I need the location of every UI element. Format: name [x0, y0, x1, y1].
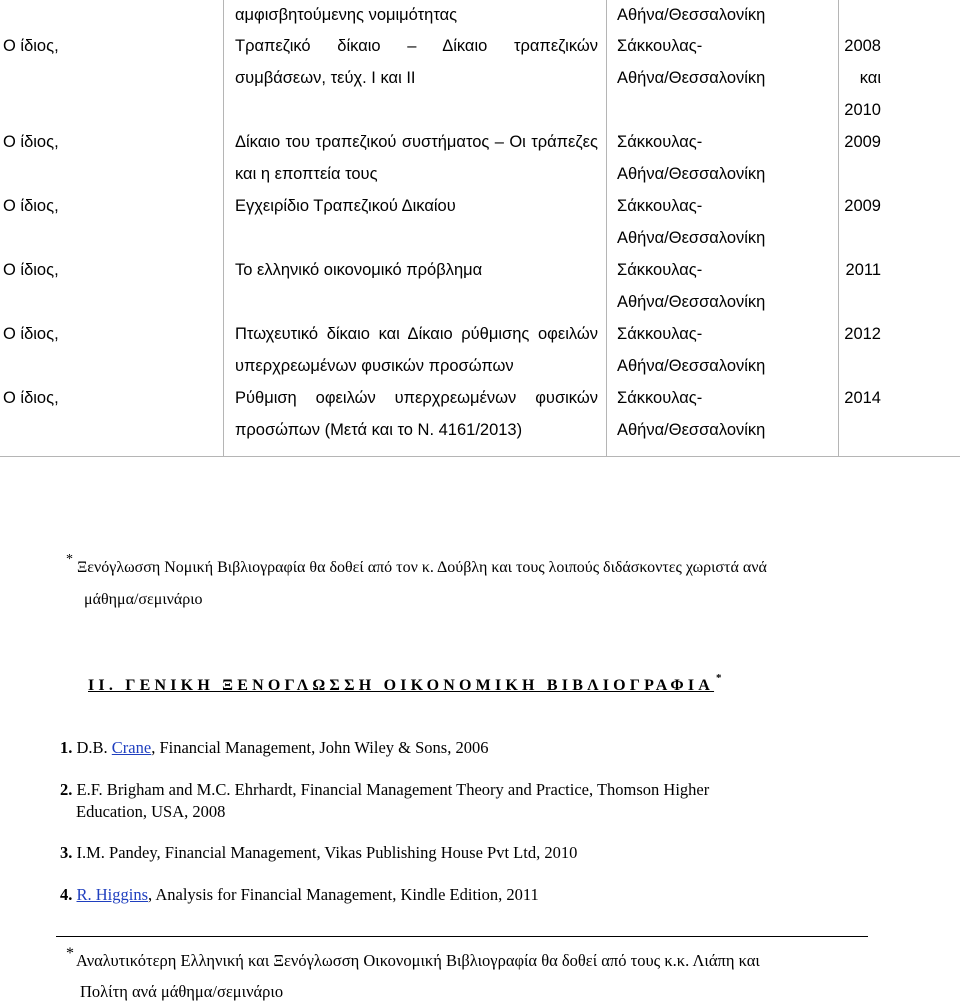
table-row	[0, 254, 960, 318]
publisher-cell: Σάκκουλας- Αθήνα/Θεσσαλονίκη	[607, 382, 839, 457]
year-cell: 2014	[839, 382, 960, 457]
table-row	[0, 382, 960, 457]
author-link[interactable]: R. Higgins	[77, 885, 149, 904]
table-row	[0, 0, 960, 30]
section-heading-text: ΙΙ. ΓΕΝΙΚΗ ΞΕΝΟΓΛΩΣΣΗ ΟΙΚΟΝΟΜΙΚΗ ΒΙΒΛΙΟΓΡΑΦΙΑ	[88, 677, 714, 694]
title-cell: Δίκαιο του τραπεζικού συστήματος – Οι τράπεζες και η εποπτεία τους	[224, 126, 607, 190]
publisher-cell: Σάκκουλας- Αθήνα/Θεσσαλονίκη	[607, 318, 839, 382]
reference-text: , Analysis for Financial Management, Kindle Edition, 2011	[148, 885, 539, 904]
year-cell: 2011	[839, 254, 960, 318]
author-cell: Ο ίδιος,	[0, 254, 224, 318]
footnote-marker: *	[66, 552, 73, 567]
author-cell: Ο ίδιος,	[0, 126, 224, 190]
reference-text: I.M. Pandey, Financial Management, Vikas Publishing House Pvt Ltd, 2010	[77, 843, 578, 862]
table-row	[0, 318, 960, 382]
footnote-marker: *	[66, 945, 74, 962]
author-cell: Ο ίδιος,	[0, 190, 224, 254]
foreign-literature-footnote	[66, 544, 906, 616]
footnote-divider	[56, 936, 868, 937]
reference-initials: D.B.	[77, 738, 108, 757]
title-cell: Πτωχευτικό δίκαιο και Δίκαιο ρύθμισης οφειλών υπερχρεωμένων φυσικών προσώπων	[224, 318, 607, 382]
reference-number: 2.	[60, 780, 72, 799]
reference-number: 3.	[60, 843, 72, 862]
footnote-line	[66, 544, 906, 584]
reference-text: , Financial Management, John Wiley & Sons, 2006	[151, 738, 488, 757]
footnote-text: Ξενόγλωσση Νομική Βιβλιογραφία θα δοθεί από τον κ. Δούβλη και τους λοιπούς διδάσκοντες χωριστά ανά	[77, 559, 767, 576]
publisher-cell: Σάκκουλας- Αθήνα/Θεσσαλονίκη	[607, 126, 839, 190]
title-cell: αμφισβητούμενης νομιμότητας	[224, 0, 607, 30]
author-cell: Ο ίδιος,	[0, 30, 224, 126]
table-row	[0, 126, 960, 190]
table-row	[0, 190, 960, 254]
reference-item	[60, 779, 840, 823]
author-cell	[0, 0, 224, 30]
year-cell	[839, 0, 960, 30]
footnote-marker: *	[716, 672, 722, 684]
bibliography-table	[0, 0, 960, 457]
reference-text: E.F. Brigham and M.C. Ehrhardt, Financial Management Theory and Practice, Thomson Higher	[77, 780, 710, 799]
section-heading	[88, 672, 722, 695]
reference-item	[60, 842, 840, 864]
reference-number: 1.	[60, 738, 72, 757]
year-cell: 2009	[839, 126, 960, 190]
publisher-cell: Αθήνα/Θεσσαλονίκη	[607, 0, 839, 30]
year-cell: 2012	[839, 318, 960, 382]
title-cell: Ρύθμιση οφειλών υπερχρεωμένων φυσικών προσώπων (Μετά και το Ν. 4161/2013)	[224, 382, 607, 457]
title-cell: Τραπεζικό δίκαιο – Δίκαιο τραπεζικών συμβάσεων, τεύχ. Ι και ΙΙ	[224, 30, 607, 126]
author-cell: Ο ίδιος,	[0, 318, 224, 382]
reference-text-continued: Education, USA, 2008	[60, 801, 840, 823]
table-row	[0, 30, 960, 126]
year-cell: 2009	[839, 190, 960, 254]
title-cell: Εγχειρίδιο Τραπεζικού Δικαίου	[224, 190, 607, 254]
footnote-text-continued: μάθημα/σεμινάριο	[66, 584, 906, 616]
publisher-cell: Σάκκουλας- Αθήνα/Θεσσαλονίκη	[607, 254, 839, 318]
title-cell: Το ελληνικό οικονομικό πρόβλημα	[224, 254, 607, 318]
reference-item	[60, 884, 840, 906]
author-link[interactable]: Crane	[112, 738, 151, 757]
author-cell: Ο ίδιος,	[0, 382, 224, 457]
footnote-line	[66, 938, 886, 976]
year-cell: 2008 και 2010	[839, 30, 960, 126]
publisher-cell: Σάκκουλας- Αθήνα/Θεσσαλονίκη	[607, 190, 839, 254]
reference-item	[60, 737, 840, 759]
reference-number: 4.	[60, 885, 72, 904]
footnote-text-continued: Πολίτη ανά μάθημα/σεμινάριο	[66, 976, 886, 1007]
footnote-text: Αναλυτικότερη Ελληνική και Ξενόγλωσση Οικονομική Βιβλιογραφία θα δοθεί από τους κ.κ. Λιάπη και	[76, 951, 760, 970]
publisher-cell: Σάκκουλας- Αθήνα/Θεσσαλονίκη	[607, 30, 839, 126]
economics-literature-footnote	[66, 938, 886, 1007]
